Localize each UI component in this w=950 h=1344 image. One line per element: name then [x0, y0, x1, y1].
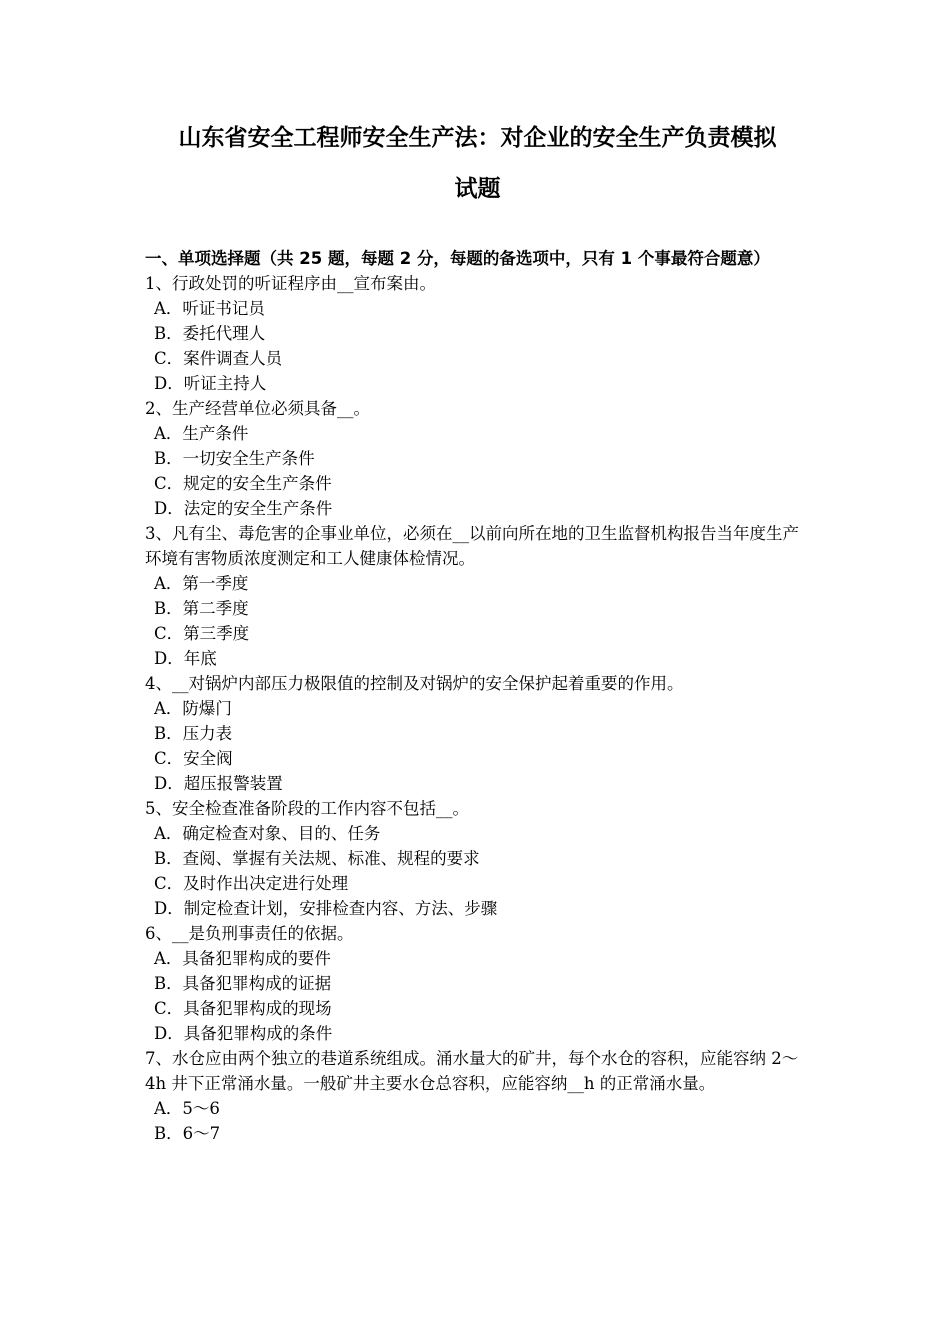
question-block	[145, 671, 810, 796]
answer-option: C．及时作出决定进行处理	[154, 874, 349, 893]
answer-option: D．法定的安全生产条件	[154, 499, 333, 518]
document-content	[145, 246, 810, 1146]
answer-option: D．超压报警装置	[154, 774, 283, 793]
document-title-line-1: 山东省安全工程师安全生产法：对企业的安全生产负责模拟	[178, 125, 777, 151]
question-block	[145, 796, 810, 921]
question-stem: 3、凡有尘、毒危害的企事业单位，必须在__以前向所在地的卫生监督机构报告当年度生产环境有害物质浓度测定和工人健康体检情况。	[145, 524, 799, 568]
answer-option: B．委托代理人	[154, 324, 266, 343]
answer-option: A．防爆门	[154, 699, 232, 718]
answer-option: A．生产条件	[154, 424, 249, 443]
answer-option: B．压力表	[154, 724, 233, 743]
answer-option: D．具备犯罪构成的条件	[154, 1024, 333, 1043]
answer-option: C．安全阀	[154, 749, 233, 768]
question-block	[145, 921, 810, 1046]
answer-option: A．听证书记员	[154, 299, 265, 318]
section-heading: 一、单项选择题（共 25 题，每题 2 分，每题的备选项中，只有 1 个事最符合题意）	[145, 249, 770, 268]
answer-option: C．具备犯罪构成的现场	[154, 999, 332, 1018]
answer-option: D．制定检查计划，安排检查内容、方法、步骤	[154, 899, 498, 918]
answer-option: C．案件调查人员	[154, 349, 283, 368]
question-block	[145, 1046, 810, 1146]
question-stem: 7、水仓应由两个独立的巷道系统组成。涌水量大的矿井，每个水仓的容积，应能容纳 2～4h 井下正常涌水量。一般矿井主要水仓总容积，应能容纳__h 的正常涌水量。	[145, 1049, 799, 1093]
answer-option: B．6～7	[154, 1124, 221, 1143]
answer-option: A．第一季度	[154, 574, 249, 593]
answer-option: B．第二季度	[154, 599, 249, 618]
question-stem: 5、安全检查准备阶段的工作内容不包括__。	[145, 799, 469, 818]
question-stem: 1、行政处罚的听证程序由__宣布案由。	[145, 274, 436, 293]
answer-option: D．年底	[154, 649, 217, 668]
answer-option: C．规定的安全生产条件	[154, 474, 332, 493]
question-stem: 4、__对锅炉内部压力极限值的控制及对锅炉的安全保护起着重要的作用。	[145, 674, 684, 693]
answer-option: A．具备犯罪构成的要件	[154, 949, 331, 968]
question-block	[145, 396, 810, 521]
answer-option: A．5～6	[154, 1099, 220, 1118]
question-stem: 2、生产经营单位必须具备__。	[145, 399, 370, 418]
question-stem: 6、__是负刑事责任的依据。	[145, 924, 354, 943]
answer-option: C．第三季度	[154, 624, 250, 643]
answer-option: D．听证主持人	[154, 374, 267, 393]
document-title-line-2: 试题	[454, 176, 501, 202]
answer-option: A．确定检查对象、目的、任务	[154, 824, 381, 843]
answer-option: B．一切安全生产条件	[154, 449, 315, 468]
question-list	[145, 271, 810, 1146]
question-block	[145, 521, 810, 671]
answer-option: B．具备犯罪构成的证据	[154, 974, 332, 993]
answer-option: B．查阅、掌握有关法规、标准、规程的要求	[154, 849, 480, 868]
question-block	[145, 271, 810, 396]
